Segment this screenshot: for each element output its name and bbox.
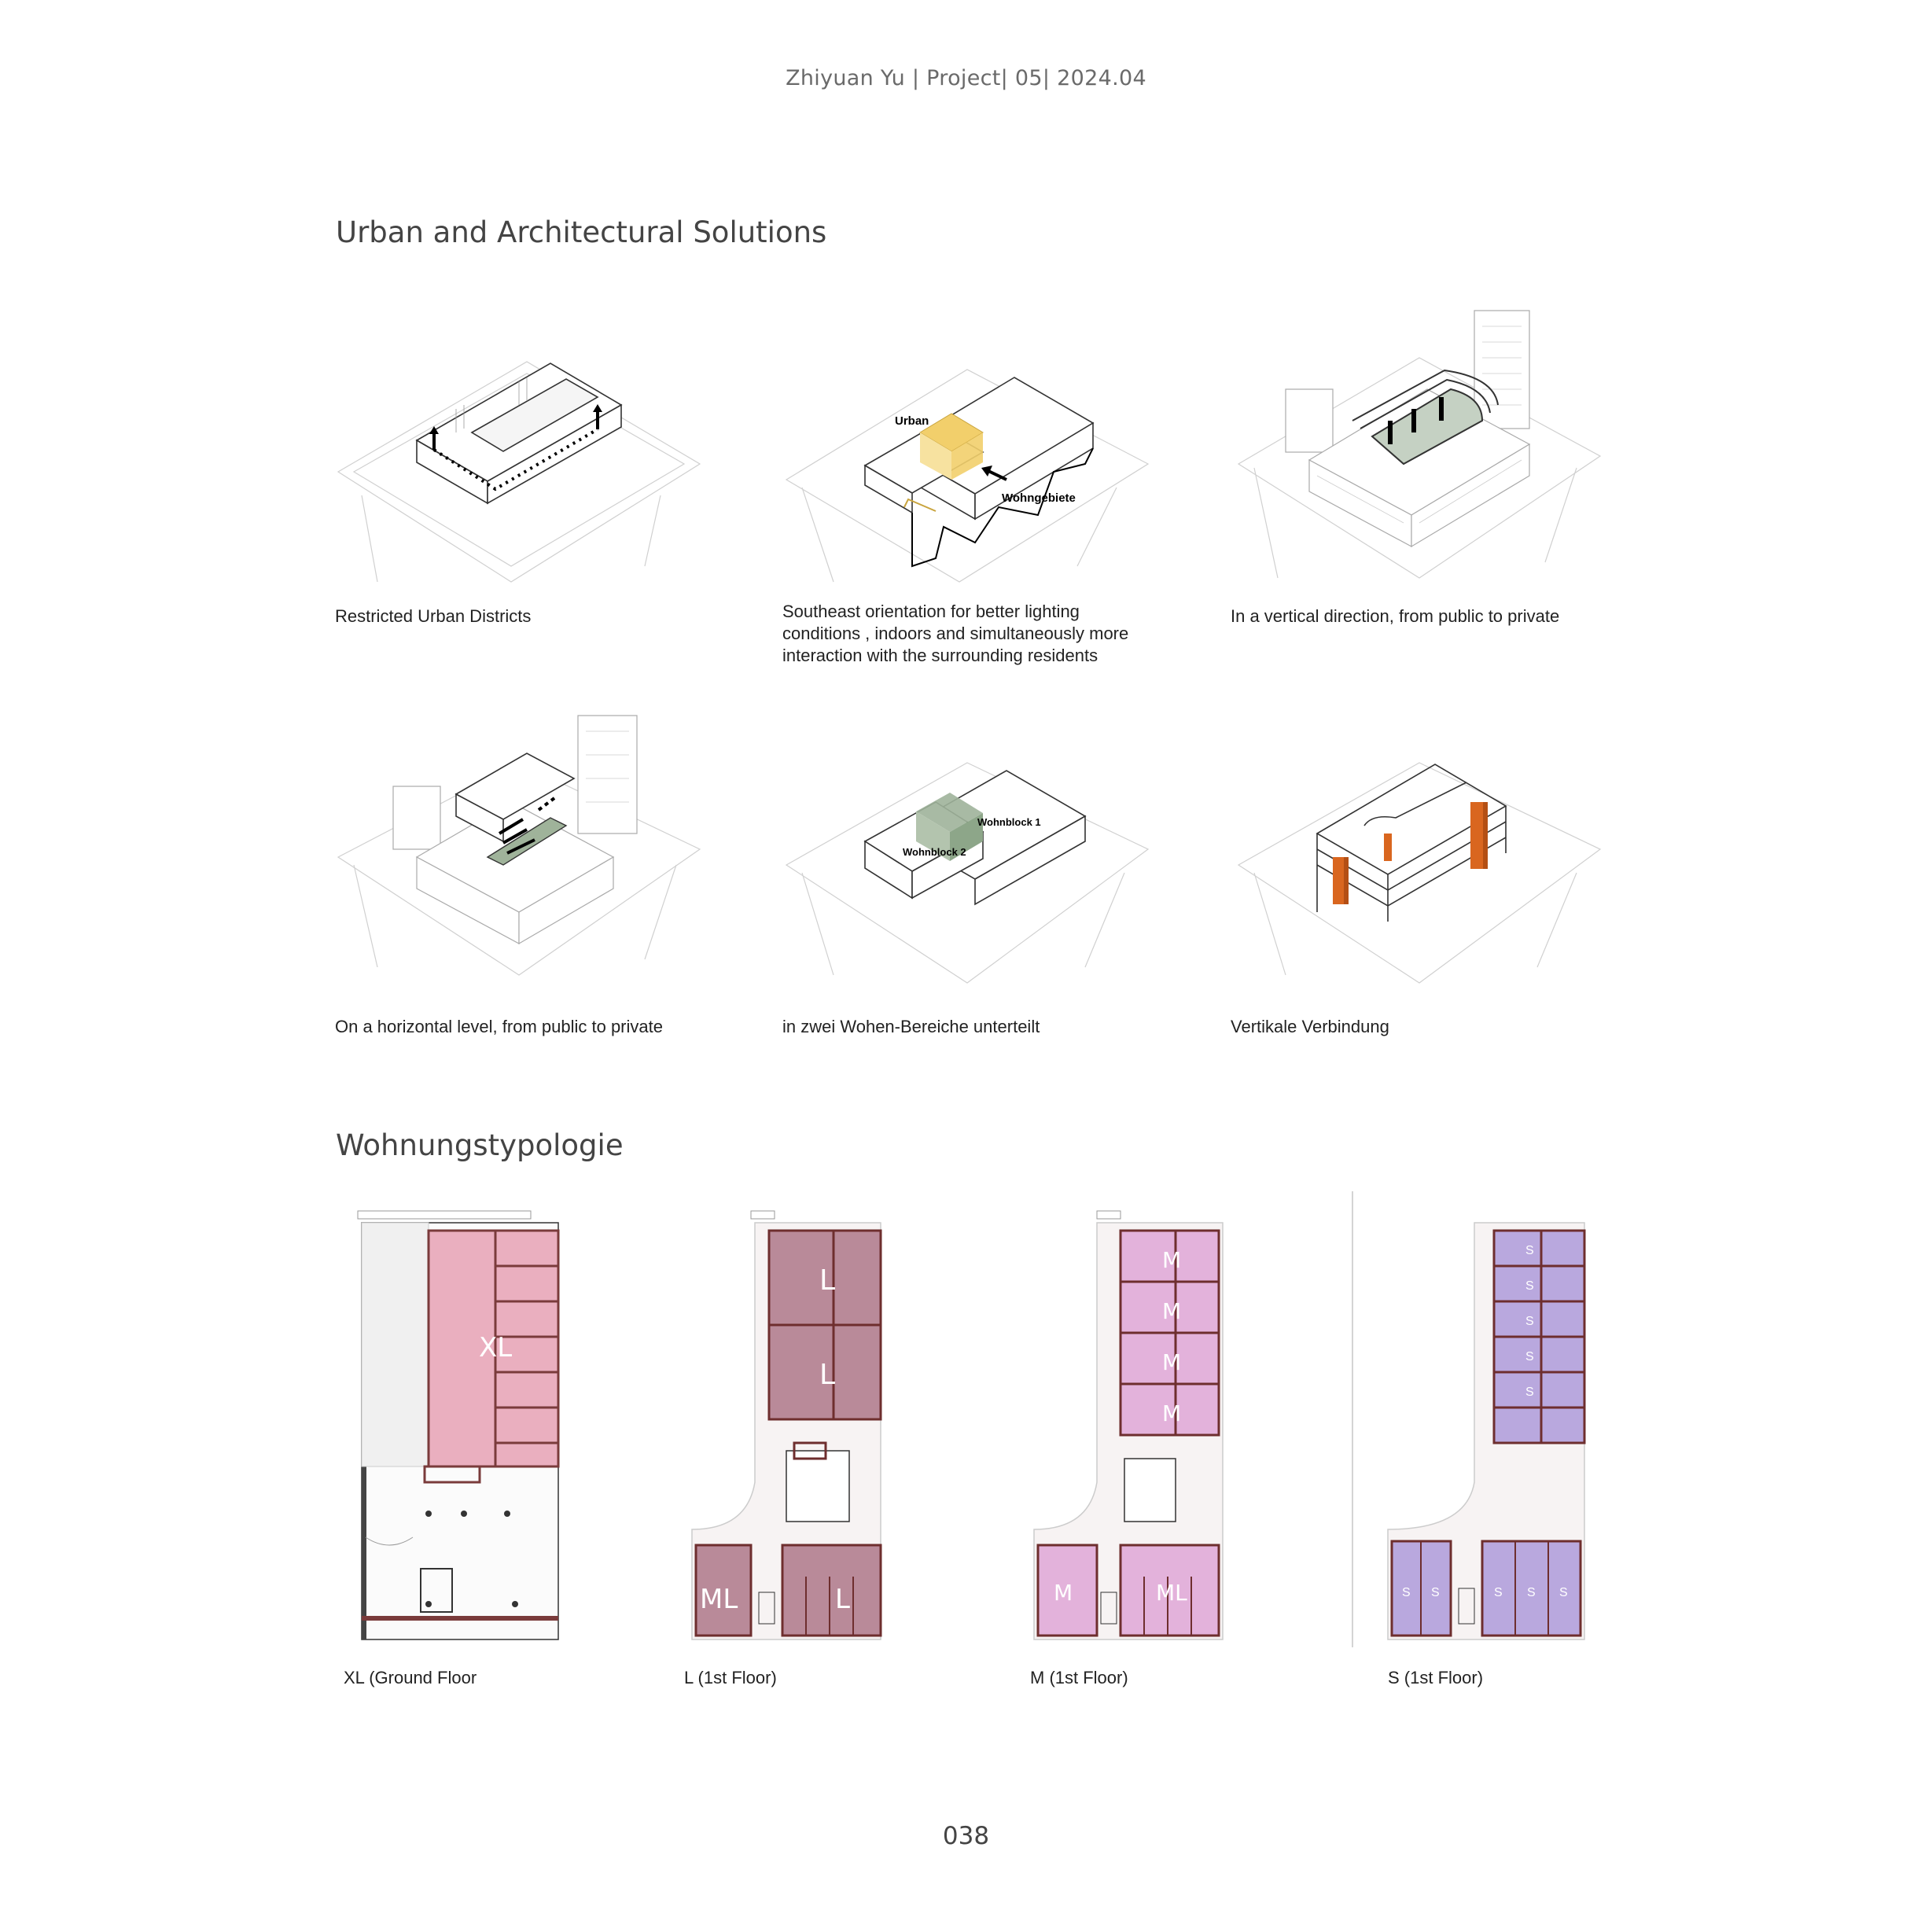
plan-s-unit-label-9: S	[1527, 1586, 1536, 1599]
caption-diagram-2	[782, 601, 1128, 667]
caption-plan-s: S (1st Floor)	[1388, 1668, 1484, 1687]
label-wohnblock-1: Wohnblock 1	[977, 816, 1041, 828]
page-number: 038	[942, 1822, 990, 1850]
plan-s-first-floor	[1349, 1191, 1600, 1647]
caption-diagram-1: Restricted Urban Districts	[335, 606, 532, 626]
label-urban: Urban	[895, 414, 929, 428]
plan-xl-unit-label: XL	[479, 1332, 513, 1363]
diagram-two-residential-areas	[778, 716, 1156, 999]
label-wohngebiete: Wohngebiete	[1002, 491, 1076, 505]
plan-s-unit-label-5: S	[1525, 1386, 1534, 1399]
plan-l-unit-label-2: L	[819, 1359, 836, 1391]
caption-plan-xl: XL (Ground Floor	[344, 1668, 477, 1687]
section-title-solutions: Urban and Architectural Solutions	[336, 215, 827, 249]
plan-s-unit-label-10: S	[1559, 1586, 1568, 1599]
page-header: Zhiyuan Yu | Project| 05| 2024.04	[786, 66, 1146, 90]
plan-m-unit-label-4: M	[1162, 1400, 1182, 1426]
diagram-horizontal-public-private	[330, 700, 708, 999]
section-title-typology: Wohnungstypologie	[336, 1128, 624, 1162]
plan-l-unit-label-3: ML	[700, 1584, 738, 1615]
plan-s-unit-label-2: S	[1525, 1279, 1534, 1293]
diagram-southeast-orientation	[778, 330, 1156, 598]
caption-diagram-2-line-2: conditions , indoors and simultaneously more	[782, 624, 1129, 643]
caption-diagram-4: On a horizontal level, from public to private	[335, 1017, 663, 1036]
plan-s-unit-label-6: S	[1402, 1586, 1411, 1599]
plan-m-first-floor	[1006, 1199, 1242, 1647]
caption-diagram-2-line-3: interaction with the surrounding residents	[782, 646, 1098, 665]
caption-plan-m: M (1st Floor)	[1030, 1668, 1128, 1687]
plan-l-first-floor	[661, 1199, 896, 1647]
plan-m-unit-label-6: ML	[1156, 1580, 1187, 1606]
caption-diagram-2-line-1: Southeast orientation for better lighting	[782, 602, 1080, 621]
caption-diagram-5: in zwei Wohen-Bereiche unterteilt	[782, 1017, 1040, 1036]
caption-plan-l: L (1st Floor)	[684, 1668, 777, 1687]
plan-m-unit-label-2: M	[1162, 1298, 1182, 1324]
diagram-vertical-connection	[1231, 716, 1608, 999]
plan-s-unit-label-1: S	[1525, 1244, 1534, 1257]
caption-diagram-3: In a vertical direction, from public to private	[1231, 606, 1560, 626]
plan-s-unit-label-3: S	[1525, 1315, 1534, 1328]
plan-m-unit-label-1: M	[1162, 1247, 1182, 1273]
plan-l-unit-label-1: L	[819, 1264, 836, 1297]
plan-m-unit-label-5: M	[1054, 1580, 1073, 1606]
plan-s-unit-label-7: S	[1431, 1586, 1440, 1599]
plan-s-unit-label-8: S	[1494, 1586, 1503, 1599]
diagram-vertical-public-private	[1231, 295, 1608, 594]
plan-m-unit-label-3: M	[1162, 1349, 1182, 1375]
diagram-restricted-urban	[330, 315, 708, 598]
plan-xl-ground-floor	[326, 1199, 562, 1647]
label-wohnblock-2: Wohnblock 2	[903, 846, 966, 858]
caption-diagram-6: Vertikale Verbindung	[1231, 1017, 1389, 1036]
plan-l-unit-label-4: L	[835, 1584, 850, 1615]
plan-s-unit-label-4: S	[1525, 1350, 1534, 1363]
